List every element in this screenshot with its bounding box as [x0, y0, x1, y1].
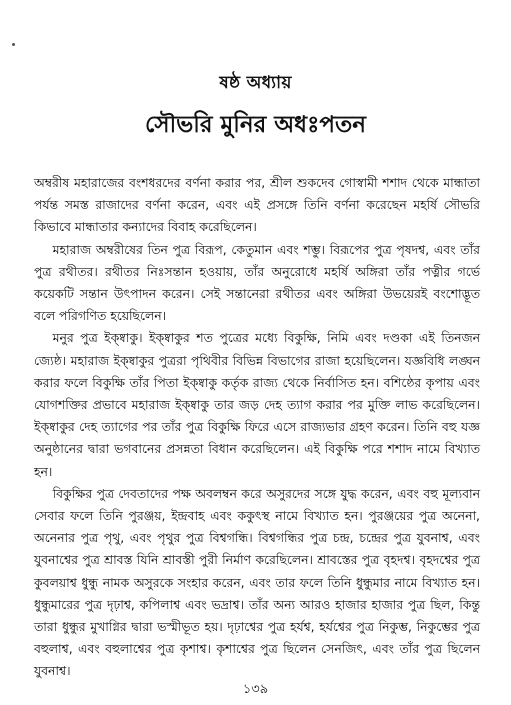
paragraph: মহারাজ অম্বরীষের তিন পুত্র বিরূপ, কেতুমান এবং শম্ভু। বিরূপের পুত্র পৃষদশ্ব, এবং তাঁর পুত্র রথীতর। রথীতর নিঃসন্তান হওয়ায়, তাঁর অনুরোধে মহর্ষি অঙ্গিরা তাঁর পত্নীর গর্ভে কয়েকটি সন্তান উৎপাদন করেন। সেই সন্তানেরা রথীতর এবং অঙ্গিরা উভয়েরই বংশোদ্ভূত বলে পরিগণিত হয়েছিলেন। [34, 241, 480, 324]
chapter-number: ষষ্ঠ অধ্যায় [219, 73, 292, 93]
paragraph: বিকুক্ষির পুত্র দেবতাদের পক্ষ অবলম্বন করে অসুরদের সঙ্গে যুদ্ধ করেন, এবং বহু মূল্যবান সেবার ফলে তিনি পুরঞ্জয়, ইন্দ্রবাহ এবং ককুৎস্থ নামে বিখ্যাত হন। পুরঞ্জয়ের পুত্র অনেনা, অনেনার পুত্র পৃথু, এবং পৃথুর পুত্র বিশ্বগন্ধি। বিশ্বগন্ধির পুত্র চন্দ্র, চন্দ্রের পুত্র যুবনাশ্ব, এবং যুবনাশ্বের পুত্র শ্রাবস্ত যিনি শ্রাবস্তী পুরী নির্মাণ করেছিলেন। শ্রাবস্তের পুত্র বৃহদশ্ব। বৃহদশ্বের পুত্র কুবলয়াশ্ব ধুন্ধু নামক অসুরকে সংহার করেন, এবং তার ফলে তিনি ধুন্ধুমার নামে বিখ্যাত হন। ধুন্ধুমারের পুত্র দৃঢ়াশ্ব, কপিলাশ্ব এবং ভদ্রাশ্ব। তাঁর অন্য আরও হাজার হাজার পুত্র ছিল, কিন্তু তারা ধুন্ধুর মুখাগ্নির দ্বারা ভস্মীভূত হয়। দৃঢ়াশ্বের পুত্র হর্যশ্ব, হর্যশ্বের পুত্র নিকুম্ভ, নিকুম্ভের পুত্র বহুলাশ্ব, এবং বহুলাশ্বের পুত্র কৃশাশ্ব। কৃশাশ্বের পুত্র ছিলেন সেনজিৎ, এবং তাঁর পুত্র ছিলেন যুবনাশ্ব। [34, 485, 480, 679]
chapter-body [34, 172, 480, 683]
paragraph: মনুর পুত্র ইক্ষ্বাকু। ইক্ষ্বাকুর শত পুত্রের মধ্যে বিকুক্ষি, নিমি এবং দণ্ডকা এই তিনজন জ্যেষ্ঠ। মহারাজ ইক্ষ্বাকুর পুত্ররা পৃথিবীর বিভিন্ন বিভাগের রাজা হয়েছিলেন। যজ্ঞবিধি লঙ্ঘন করার ফলে বিকুক্ষি তাঁর পিতা ইক্ষ্বাকু কর্তৃক রাজ্য থেকে নির্বাসিত হন। বশিষ্ঠের কৃপায় এবং যোগশক্তির প্রভাবে মহারাজ ইক্ষ্বাকু তার জড় দেহ ত্যাগ করার পর মুক্তি লাভ করেছিলেন। ইক্ষ্বাকুর দেহ ত্যাগের পর তাঁর পুত্র বিকুক্ষি ফিরে এসে রাজ্যভার গ্রহণ করেন। তিনি বহু যজ্ঞ অনুষ্ঠানের দ্বারা ভগবানের প্রসন্নতা বিধান করেছিলেন। এই বিকুক্ষি পরে শশাদ নামে বিখ্যাত হন। [34, 330, 480, 479]
chapter-title: সৌভরি মুনির অধঃপতন [145, 112, 366, 138]
paper-speck [12, 43, 15, 46]
page-number: ১৩৯ [242, 682, 269, 697]
paragraph: অম্বরীষ মহারাজের বংশধরদের বর্ণনা করার পর, শ্রীল শুকদেব গোস্বামী শশাদ থেকে মান্ধাতা পর্যন্ত সমস্ত রাজাদের বর্ণনা করেন, এবং এই প্রসঙ্গে তিনি বর্ণনা করেছেন মহর্ষি সৌভরি কিভাবে মান্ধাতার কন্যাদের বিবাহ করেছিলেন। [34, 175, 480, 235]
